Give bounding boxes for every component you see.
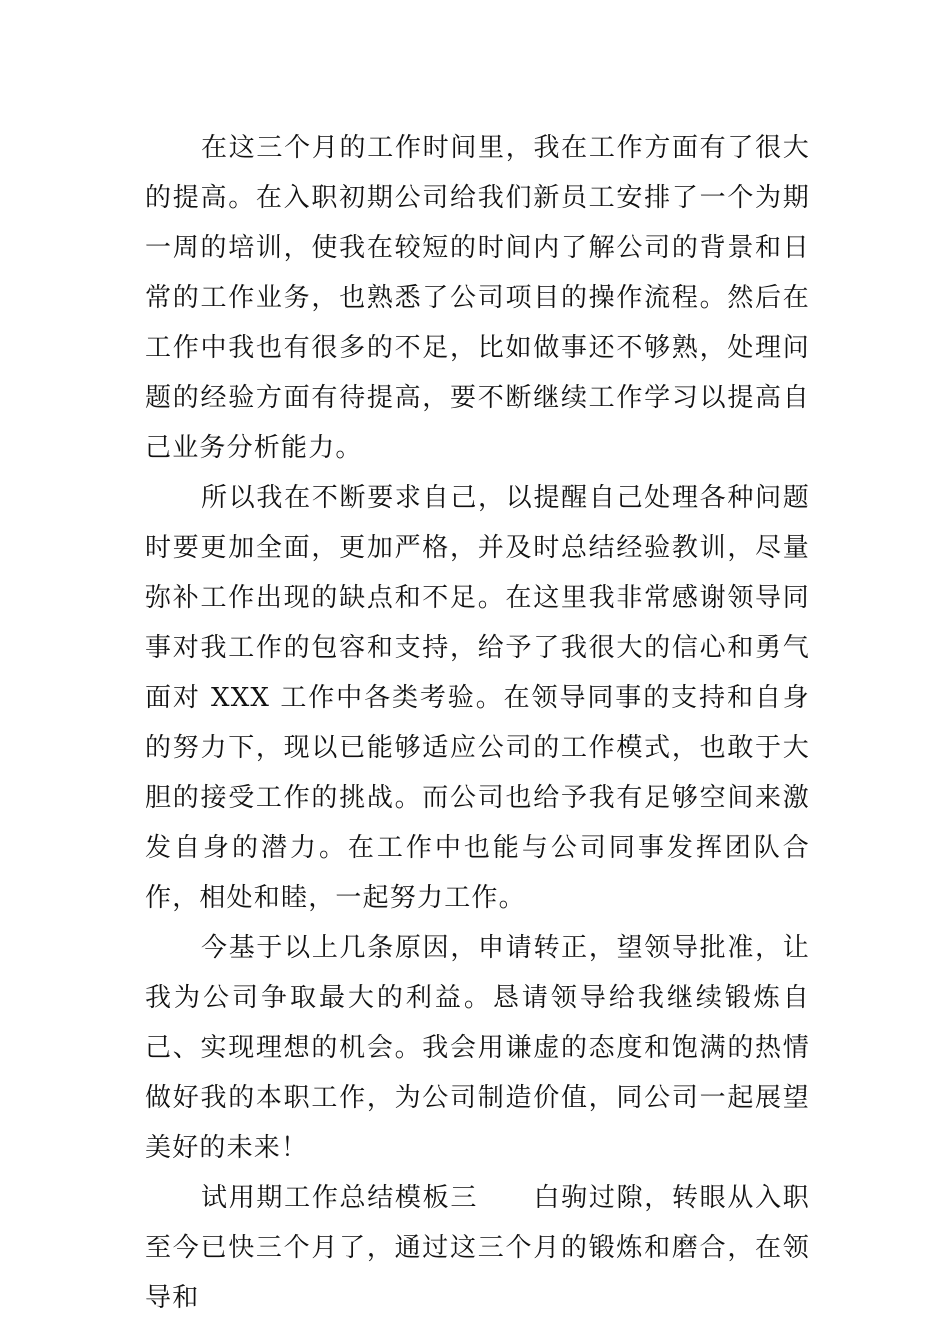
paragraph-4: 试用期工作总结模板三 白驹过隙，转眼从入职至今已快三个月了，通过这三个月的锻炼和磨合，在领导和	[145, 1183, 810, 1313]
paragraph-1: 在这三个月的工作时间里，我在工作方面有了很大的提高。在入职初期公司给我们新员工安排了一个为期一周的培训，使我在较短的时间内了解公司的背景和日常的工作业务，也熟悉了公司项目的操作流程。然后在工作中我也有很多的不足，比如做事还不够熟，处理问题的经验方面有待提高，要不断继续工作学习以提高自己业务分析能力。	[145, 133, 810, 463]
paragraph-2: 所以我在不断要求自己，以提醒自己处理各种问题时要更加全面，更加严格，并及时总结经验教训，尽量弥补工作出现的缺点和不足。在这里我非常感谢领导同事对我工作的包容和支持，给予了我很大的信心和勇气面对 XXX 工作中各类考验。在领导同事的支持和自身的努力下，现以已能够适应公司的工作模式，也敢于大胆的接受工作的挑战。而公司也给予我有足够空间来激发自身的潜力。在工作中也能与公司同事发挥团队合作，相处和睦，一起努力工作。	[145, 483, 810, 913]
document-body	[145, 123, 810, 1323]
paragraph-3: 今基于以上几条原因，申请转正，望领导批准，让我为公司争取最大的利益。恳请领导给我继续锻炼自己、实现理想的机会。我会用谦虚的态度和饱满的热情做好我的本职工作，为公司制造价值，同公司一起展望美好的未来！	[145, 933, 810, 1163]
